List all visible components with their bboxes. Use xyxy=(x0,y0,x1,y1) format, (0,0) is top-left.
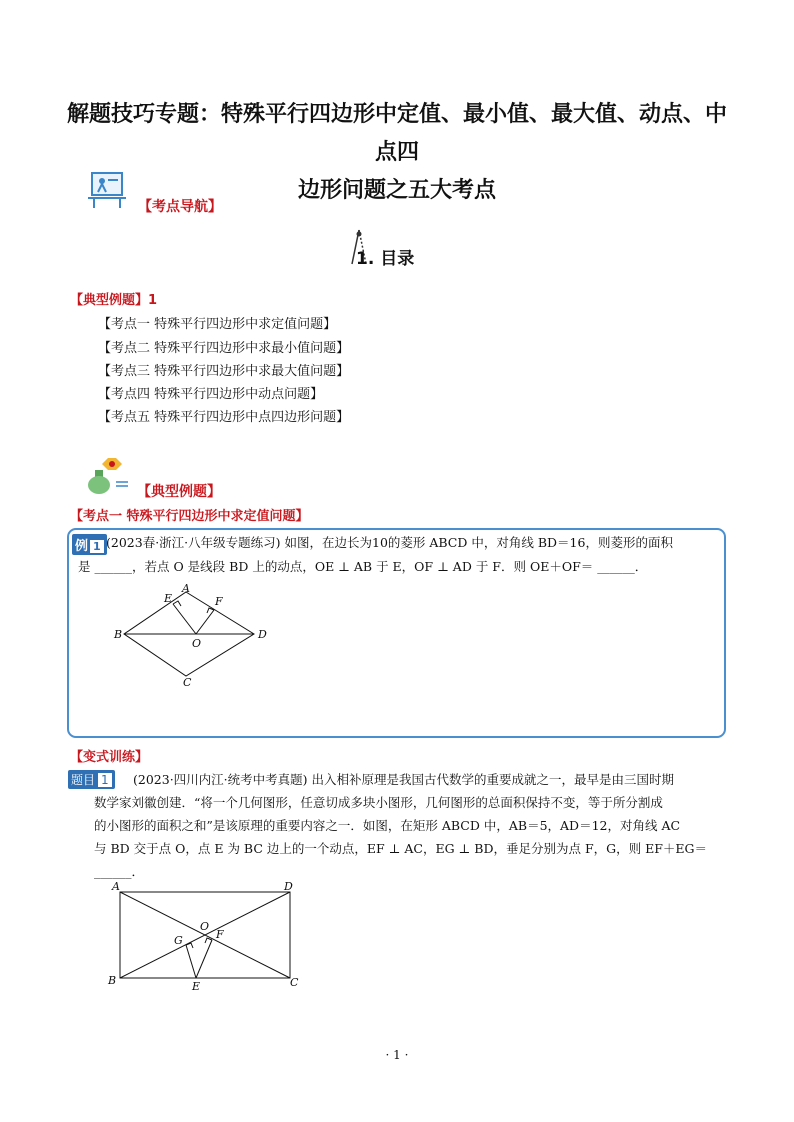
segment-eg xyxy=(186,945,196,978)
problem-text-line-2: 数学家刘徽创建．“将一个几何图形，任意切成多块小图形，几何图形的总面积保持不变，等于所分割成 xyxy=(94,795,663,810)
label-d: D xyxy=(284,880,293,893)
rhombus-figure xyxy=(106,580,276,690)
title-line-1: 解题技巧专题：特殊平行四边形中定值、最小值、最大值、动点、中点四 xyxy=(66,102,727,165)
toc-item[interactable]: 【考点一 特殊平行四边形中求定值问题】 xyxy=(98,317,337,332)
toc-item[interactable]: 【考点二 特殊平行四边形中求最小值问题】 xyxy=(98,341,350,356)
segment-of xyxy=(196,610,214,634)
label-f: F xyxy=(215,595,223,608)
example-text-line-1: (2023春·浙江·八年级专题练习) 如图，在边长为10的菱形 ABCD 中，对角线 BD＝16，则菱形的面积 xyxy=(106,535,673,550)
label-b: B xyxy=(108,974,117,987)
problem-tag-number: 1 xyxy=(98,773,112,787)
page-number: · 1 · xyxy=(385,1048,409,1062)
example-tag xyxy=(72,534,107,555)
segment-ef xyxy=(196,940,212,978)
toc-item[interactable]: 【考点四 特殊平行四边形中动点问题】 xyxy=(98,387,324,402)
teacher-board-icon xyxy=(86,170,128,210)
label-f: F xyxy=(216,928,224,941)
label-o: O xyxy=(200,920,210,933)
label-d: D xyxy=(258,628,267,641)
flask-icon xyxy=(86,456,132,496)
page-title xyxy=(60,96,734,210)
problem-text-line-4: 与 BD 交于点 O，点 E 为 BC 边上的一个动点，EF ⊥ AC，EG ⊥ BD，垂足分别为点 F，G，则 EF＋EG＝ xyxy=(94,841,708,856)
label-b: B xyxy=(114,628,123,641)
label-g: G xyxy=(174,934,183,947)
rectangle-figure xyxy=(104,876,314,996)
example-tag-number: 1 xyxy=(90,540,104,553)
problem-tag xyxy=(68,770,115,789)
label-c: C xyxy=(290,976,299,989)
example-text-line-2: 是 ______，若点 O 是线段 BD 上的动点，OE ⊥ AB 于 E，OF ⊥ AD 于 F．则 OE＋OF＝ ______． xyxy=(78,559,648,574)
toc-item[interactable]: 【考点三 特殊平行四边形中求最大值问题】 xyxy=(98,364,350,379)
label-o: O xyxy=(192,637,202,650)
toc-heading: 1. 目录 xyxy=(356,249,415,269)
label-e: E xyxy=(164,592,173,605)
example-tag-label: 例 xyxy=(75,539,89,554)
problem-text-line-5: ______． xyxy=(94,864,145,879)
problem-tag-label: 题目 xyxy=(71,773,96,787)
typical-examples-label: 【典型例题】 xyxy=(137,484,221,500)
topic-one-heading: 【考点一 特殊平行四边形中求定值问题】 xyxy=(70,509,309,524)
label-a: A xyxy=(182,582,190,595)
label-c: C xyxy=(183,676,192,689)
nav-label: 【考点导航】 xyxy=(138,199,222,215)
typical-examples-toc-label: 【典型例题】1 xyxy=(70,293,158,308)
title-line-2: 边形问题之五大考点 xyxy=(297,178,496,203)
problem-text-line-1: (2023·四川内江·统考中考真题) 出入相补原理是我国古代数学的重要成就之一，最早是由三国时期 xyxy=(133,772,674,787)
label-a: A xyxy=(112,880,120,893)
toc-item[interactable]: 【考点五 特殊平行四边形中点四边形问题】 xyxy=(98,410,350,425)
problem-text-line-3: 的小图形的面积之和”是该原理的重要内容之一．如图，在矩形 ABCD 中，AB＝5，AD＝12，对角线 AC xyxy=(94,818,681,833)
segment-oe xyxy=(173,604,196,634)
variant-training-heading: 【变式训练】 xyxy=(70,750,149,765)
label-e: E xyxy=(192,980,201,993)
